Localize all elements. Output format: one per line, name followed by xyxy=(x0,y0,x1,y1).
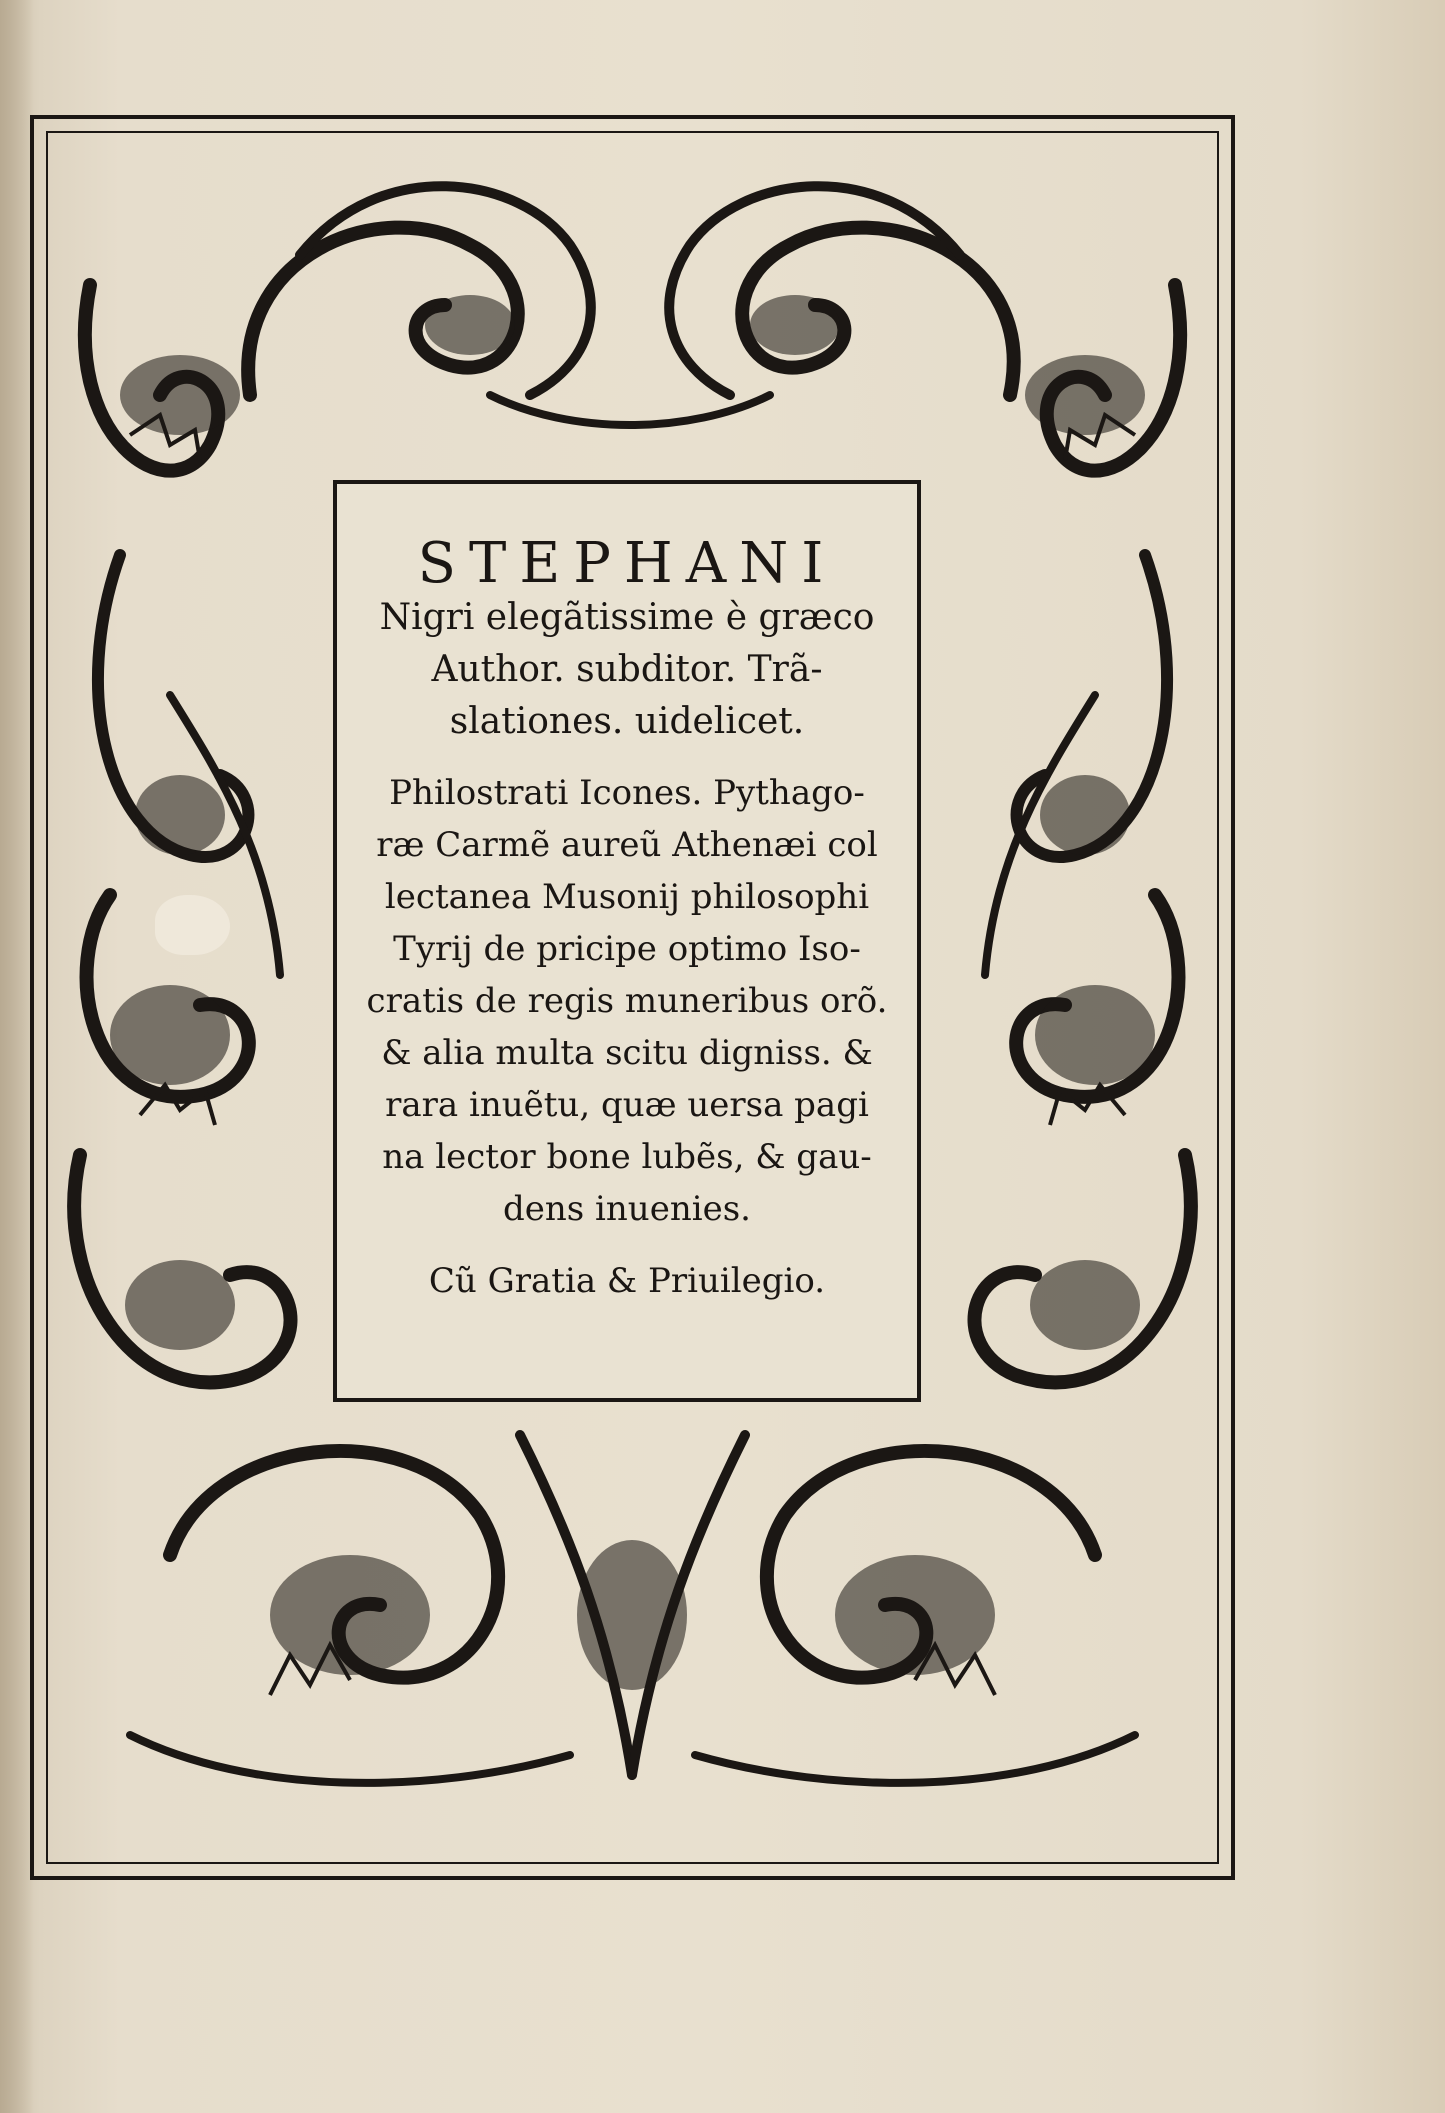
spine-shadow xyxy=(0,0,34,2113)
contents-line-2: ræ Carmẽ aureũ Athenæi col xyxy=(376,825,878,865)
contents-line-9: dens inuenies. xyxy=(503,1189,751,1229)
contents-line-8: na lector bone lubẽs, & gau- xyxy=(382,1137,872,1177)
title-heading: STEPHANI xyxy=(417,531,837,596)
privilege-line: Cũ Gratia & Priuilegio. xyxy=(428,1261,826,1301)
contents-line-1: Philostrati Icones. Pythago- xyxy=(389,773,865,813)
subtitle-line-3: slationes. uidelicet. xyxy=(449,701,805,742)
contents-line-4: Tyrij de pricipe optimo Iso- xyxy=(393,929,861,969)
contents-line-3: lectanea Musonij philosophi xyxy=(384,877,870,917)
contents-line-7: rara inuẽtu, quæ uersa pagi xyxy=(385,1085,869,1125)
subtitle-line-2: Author. subditor. Trã- xyxy=(431,649,823,690)
contents-line-5: cratis de regis muneribus orõ. xyxy=(366,981,888,1021)
subtitle-line-1: Nigri elegãtissime è græco xyxy=(379,597,875,638)
paper-stain xyxy=(155,895,230,955)
title-text-panel xyxy=(333,480,921,1402)
contents-line-6: & alia multa scitu digniss. & xyxy=(381,1033,873,1073)
